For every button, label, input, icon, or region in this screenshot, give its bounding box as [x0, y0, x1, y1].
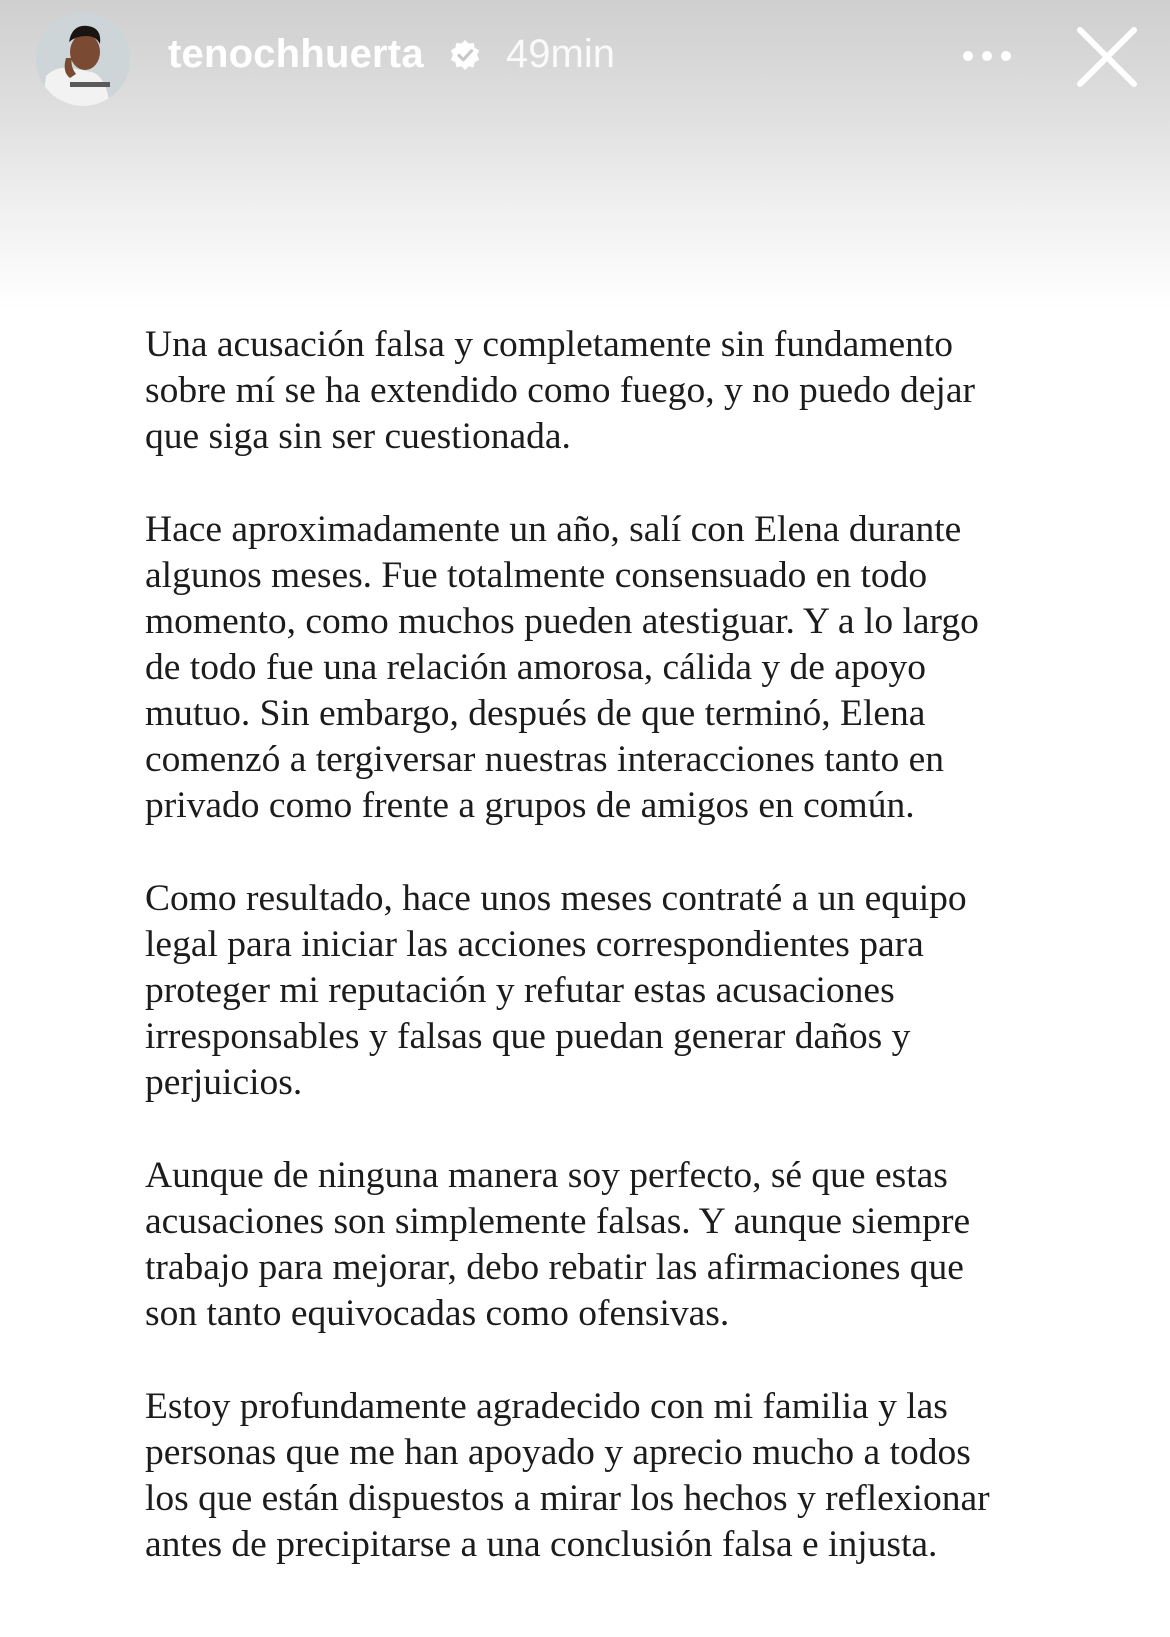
close-button[interactable] [1074, 24, 1140, 90]
verified-badge-icon [449, 39, 481, 71]
statement-paragraph: Aunque de ninguna manera soy perfecto, sé que estas acusaciones son simplemente falsas. Y aunque siempre trabajo para mejorar, debo rebatir las afirmaciones que son tanto equivocadas como ofensivas. [145, 1155, 971, 1334]
profile-photo-image [36, 12, 130, 106]
statement-paragraph: Estoy profundamente agradecido con mi familia y las personas que me han apoyado y aprecio mucho a todos los que están dispuestos a mirar los hechos y reflexionar antes de precipitarse a una conclusión falsa e injusta. [145, 1386, 990, 1565]
story-header [0, 0, 1170, 115]
post-timestamp: 49min [506, 32, 615, 76]
profile-avatar[interactable] [36, 12, 130, 106]
close-icon [1080, 30, 1134, 84]
statement-paragraph: Una acusación falsa y completamente sin fundamento sobre mí se ha extendido como fuego, y no puedo dejar que siga sin ser cuestionada. [145, 324, 975, 457]
statement-text [145, 322, 1075, 1615]
statement-paragraph: Como resultado, hace unos meses contraté a un equipo legal para iniciar las acciones correspondientes para proteger mi reputación y refutar estas acusaciones irresponsables y falsas que puedan generar daños y perjuicios. [145, 878, 967, 1103]
statement-paragraph: Hace aproximadamente un año, salí con Elena durante algunos meses. Fue totalmente consensuado en todo momento, como muchos pueden atestiguar. Y a lo largo de todo fue una relación amorosa, cálida y de apoyo mutuo. Sin embargo, después de que terminó, Elena comenzó a tergiversar nuestras interacciones tanto en privado como frente a grupos de amigos en común. [145, 509, 979, 826]
more-horizontal-icon [963, 51, 973, 61]
more-options-button[interactable] [958, 38, 1018, 74]
username[interactable]: tenochhuerta [168, 32, 424, 76]
